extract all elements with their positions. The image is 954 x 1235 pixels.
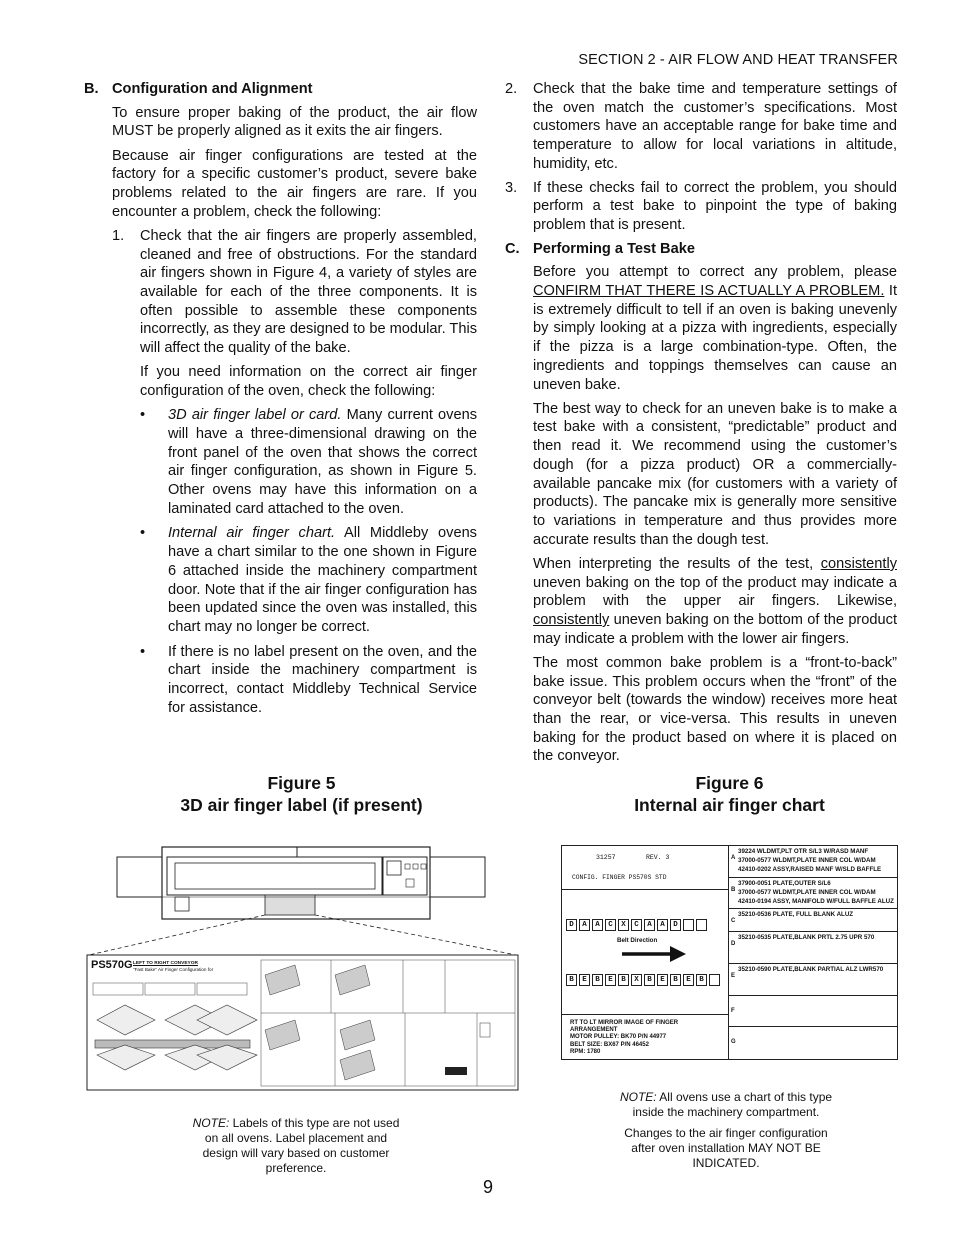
finger-code-box: A (592, 919, 603, 931)
finger-code-box: E (579, 974, 590, 986)
section-c-paragraph-1 (533, 263, 897, 394)
underlined-text: consistently (533, 611, 610, 628)
bullet-1-lead: 3D air finger label or card. (168, 407, 342, 424)
text-run: uneven baking on the bottom of the product may indicate a problem with the lower air fingers. (533, 611, 897, 647)
figure-6-note-2: Changes to the air finger configuration after oven installation MAY NOT BE INDICATED. (624, 1126, 828, 1170)
finger-code-box: C (631, 919, 642, 931)
finger-code-box: B (644, 974, 655, 986)
figure-5-illustration (85, 845, 520, 1093)
section-b-title: Configuration and Alignment (112, 81, 313, 97)
label-model: PS570G (91, 959, 133, 971)
finger-code-box: A (644, 919, 655, 931)
finger-code-box: A (579, 919, 590, 931)
chart-header (562, 846, 728, 890)
parts-row-letter: E (731, 973, 736, 979)
finger-code-box: E (683, 974, 694, 986)
parts-row-letter: B (731, 887, 736, 893)
bottom-finger-codes (566, 974, 720, 986)
item-number: 1. (112, 227, 125, 244)
section-c-title: Performing a Test Bake (533, 240, 695, 257)
bullet-no-label (140, 643, 477, 718)
finger-code-box (709, 974, 720, 986)
right-column (505, 80, 897, 772)
belt-direction-label: Belt Direction (617, 937, 658, 944)
finger-code-box: E (657, 974, 668, 986)
section-c-paragraph-4: The most common bake problem is a “front-to-back” bake issue. This problem occurs when the “front” of the conveyor belt (towards the window) receives more heat than the rear, or vice-versa. This results in uneven baking for the product based on where it is placed on the conveyor. (533, 654, 897, 765)
finger-code-box: B (618, 974, 629, 986)
bullet-3d-label (140, 406, 477, 518)
parts-row-line: 35210-0590 PLATE,BLANK PARTIAL ALZ LWR570 (738, 966, 884, 973)
parts-row-letter: C (731, 918, 736, 924)
parts-row (729, 909, 897, 932)
finger-code-box: A (657, 919, 668, 931)
finger-code-box: X (618, 919, 629, 931)
belt-direction-arrow-icon (622, 944, 687, 964)
figure-5-number: Figure 5 (267, 773, 336, 793)
check-item-3 (505, 179, 897, 235)
finger-code-box: D (670, 919, 681, 931)
section-header: SECTION 2 - AIR FLOW AND HEAT TRANSFER (578, 52, 898, 68)
underlined-text: consistently (820, 555, 897, 572)
mirror-line-2: ARRANGEMENT (570, 1027, 618, 1034)
mirror-line-1: RT TO LT MIRROR IMAGE OF FINGER (570, 1020, 679, 1026)
parts-row-line: 35210-0535 PLATE,BLANK PRTL 2.75 UPR 570 (738, 934, 875, 941)
section-b-paragraph-1: To ensure proper baking of the product, the air flow MUST be properly aligned as it exits the air fingers. (112, 104, 477, 140)
text-run: Before you attempt to correct any problem, please (533, 264, 897, 281)
underlined-text: CONFIRM THAT THERE IS ACTUALLY A PROBLEM. (533, 283, 885, 300)
chart-number: 31257 (596, 854, 616, 861)
bullet-2-text: All Middleby ovens have a chart similar to the one shown in Figure 6 attached inside the machinery compartment door. Note that if the air finger configuration has been updated since the oven was installed, this chart may no longer be correct. (168, 525, 477, 635)
parts-row-line: 37900-0051 PLATE,OUTER S/L6 (738, 880, 831, 887)
chart-info (570, 1020, 678, 1056)
chart-revision: REV. 3 (646, 854, 670, 861)
figure-5-title (130, 772, 473, 816)
bullet-3-text: If there is no label present on the oven, and the chart inside the machinery compartment is incorrect, contact Middleby Technical Service for assistance. (168, 643, 477, 716)
section-c-paragraph-2: The best way to check for an uneven bake is to make a test bake with a consistent, “predictable” product and then read it. We recommend using the customer’s dough (for a pizza product) OR a commercially-available pancake mix (for customers with a variety of products). The pancake mix is generally more sensitive to variations in temperature and thus provides more accurate results than the dough test. (533, 400, 897, 548)
note-label: NOTE: (192, 1116, 230, 1130)
parts-row-letter: F (731, 1008, 735, 1014)
bullet-mark: • (140, 643, 146, 660)
finger-code-box: B (670, 974, 681, 986)
check-item-2 (505, 80, 897, 174)
parts-row-letter: G (731, 1039, 736, 1045)
check-item-1 (112, 227, 477, 724)
parts-row-line: 39224 WLDMT,PLT OTR S/L3 W/RASD MANF (738, 848, 869, 855)
label-subheading: "Fast Bake" Air Finger Configuration for (133, 967, 214, 972)
finger-code-box (696, 919, 707, 931)
note-text: All ovens use a chart of this type inside the machinery compartment. (632, 1090, 833, 1119)
text-run: When interpreting the results of the test, (533, 555, 821, 572)
finger-code-box: D (566, 919, 577, 931)
parts-row-line: 42410-0202 ASSY,RAISED MANF W/SLD BAFFLE (738, 866, 882, 873)
parts-row-line: 42410-0194 ASSY, MANIFOLD W/FULL BAFFLE ALUZ (738, 898, 894, 905)
figure-6-title (558, 772, 901, 816)
rpm: RPM: 1780 (570, 1048, 601, 1055)
parts-row (729, 878, 897, 909)
parts-list (729, 846, 897, 1059)
figure-5-caption: 3D air finger label (if present) (180, 795, 423, 815)
parts-row (729, 1027, 897, 1059)
parts-row (729, 846, 897, 878)
text-run: It is extremely difficult to tell if an oven is baking unevenly by simply looking at a pizza with ingredients, especially if the pizza is a large combination-type. Often, the ingredients and toppings themselves can cause an uneven bake. (533, 283, 897, 393)
chart-rule (562, 1014, 728, 1015)
figure-6-number: Figure 6 (695, 773, 764, 793)
left-column (84, 80, 477, 729)
section-b-letter: B. (84, 81, 99, 97)
parts-row (729, 932, 897, 964)
parts-row-line: 35210-0536 PLATE, FULL BLANK ALUZ (738, 911, 854, 918)
bullet-2-lead: Internal air finger chart. (168, 525, 336, 542)
parts-row-line: 37000-0577 WLDMT,PLATE INNER COL W/DAM (738, 857, 876, 864)
bullet-mark: • (140, 525, 146, 542)
page-number: 9 (483, 1177, 494, 1197)
finger-code-box: C (605, 919, 616, 931)
figure-6-note-1 (606, 1090, 846, 1120)
parts-row-letter: D (731, 941, 736, 947)
note-label: NOTE: (619, 1090, 657, 1104)
figure-6-caption: Internal air finger chart (634, 795, 825, 815)
figure-5-note (190, 1116, 402, 1176)
section-c-paragraph-3 (533, 555, 897, 649)
belt-size: BELT SIZE: BX67 P/N 46452 (570, 1041, 649, 1048)
top-finger-codes (566, 919, 707, 931)
section-c-heading (505, 240, 897, 259)
check-item-1-text: Check that the air fingers are properly assembled, cleaned and free of obstructions. For the standard air fingers shown in Figure 4, a variety of styles are available for each of the three components. It is often possible to assemble these components incorrectly, as they are designed to be modular. This will affect the quality of the bake. (140, 227, 477, 357)
bullet-1-text: Many current ovens will have a three-dimensional drawing on the front panel of the oven that shows the correct air finger configuration, as shown in Figure 5. Other ovens may have this information on a laminated card attached to the oven. (168, 407, 477, 517)
check-item-2-text: Check that the bake time and temperature settings of the oven match the customer’s specifications. Most customers have an acceptable range for bake time and temperature to allow for local variations in altitude, humidity, etc. (533, 81, 897, 172)
check-item-3-text: If these checks fail to correct the problem, you should perform a test bake to pinpoint the type of baking problem that is present. (533, 179, 897, 233)
parts-row-line: 37000-0577 WLDMT,PLATE INNER COL W/DAM (738, 889, 876, 896)
parts-row (729, 964, 897, 996)
finger-code-box: X (631, 974, 642, 986)
bullet-mark: • (140, 407, 146, 424)
note-text: Labels of this type are not used on all ovens. Label placement and design will vary based on customer preference. (202, 1116, 400, 1175)
finger-code-box: B (592, 974, 603, 986)
section-b-heading (84, 80, 477, 99)
label-heading: LEFT TO RIGHT CONVEYOR (133, 961, 198, 966)
finger-code-box: E (605, 974, 616, 986)
item-number: 2. (505, 81, 518, 97)
finger-code-box (683, 919, 694, 931)
item-number: 3. (505, 179, 518, 196)
finger-code-box: B (696, 974, 707, 986)
motor-pulley: MOTOR PULLEY: BK70 P/N 44977 (570, 1034, 667, 1041)
parts-row (729, 996, 897, 1027)
bullet-internal-chart (140, 524, 477, 636)
section-b-paragraph-2: Because air finger configurations are tested at the factory for a specific customer’s product, severe bake problems related to the air fingers are rare. If you encounter a problem, check the following: (112, 147, 477, 220)
section-c-letter: C. (505, 240, 520, 257)
text-run: uneven baking on the top of the product may indicate a problem with the upper air fingers. Likewise, (533, 574, 897, 610)
figure-6-chart (561, 845, 898, 1060)
finger-code-box: B (566, 974, 577, 986)
chart-config: CONFIG. FINGER PS570S STD (572, 874, 667, 881)
check-item-1-followup: If you need information on the correct air finger configuration of the oven, check the following: (140, 364, 477, 400)
parts-row-letter: A (731, 855, 736, 861)
